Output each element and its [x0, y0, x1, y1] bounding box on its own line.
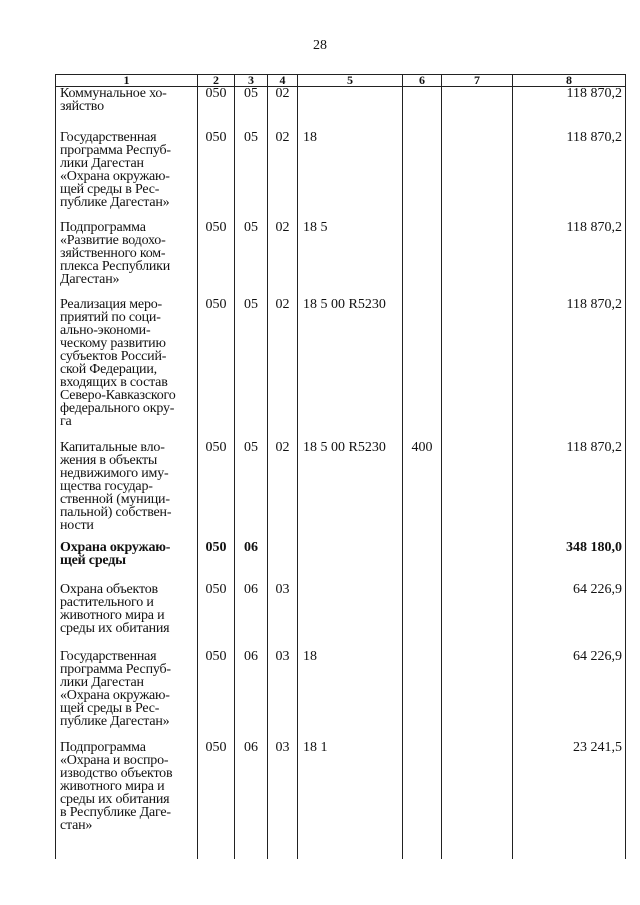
expense-type-cell	[403, 541, 442, 583]
target-item-cell: 18 5 00 R5230	[298, 298, 403, 441]
empty-cell	[442, 845, 513, 859]
empty-cell	[268, 845, 298, 859]
table-row	[56, 441, 626, 541]
target-item-cell: 18	[298, 131, 403, 221]
name-cell: Охрана окружаю- щей среды	[56, 541, 198, 583]
expense-type-cell	[403, 221, 442, 298]
table-row	[56, 298, 626, 441]
subsection-cell	[268, 541, 298, 583]
code-cell: 050	[198, 221, 235, 298]
table-row	[56, 650, 626, 741]
table-body	[56, 87, 626, 859]
empty-cell	[298, 845, 403, 859]
subsection-cell: 02	[268, 441, 298, 541]
budget-table	[55, 74, 626, 859]
subsection-cell: 03	[268, 583, 298, 650]
section-cell: 05	[235, 131, 268, 221]
expense-type-cell	[403, 583, 442, 650]
name-cell: Реализация меро- приятий по соци- ально-экономи- ческому развитию субъектов Россий- ской Федерации, входящих в состав Северо-Кавказского федерального окру- га	[56, 298, 198, 441]
empty-cell	[56, 845, 198, 859]
section-cell: 05	[235, 221, 268, 298]
target-item-cell	[298, 541, 403, 583]
budget-table-container	[55, 74, 625, 840]
code-cell: 050	[198, 441, 235, 541]
amount-cell: 64 226,9	[513, 583, 626, 650]
expense-type-cell	[403, 650, 442, 741]
section-cell: 06	[235, 741, 268, 845]
table-row	[56, 541, 626, 583]
col7-cell	[442, 583, 513, 650]
table-row	[56, 583, 626, 650]
col7-cell	[442, 298, 513, 441]
col7-cell	[442, 221, 513, 298]
header-cell: 1	[56, 75, 198, 87]
section-cell: 06	[235, 650, 268, 741]
code-cell: 050	[198, 131, 235, 221]
subsection-cell: 02	[268, 298, 298, 441]
page-number: 28	[313, 38, 327, 53]
amount-cell: 348 180,0	[513, 541, 626, 583]
target-item-cell	[298, 87, 403, 131]
header-cell: 4	[268, 75, 298, 87]
empty-cell	[235, 845, 268, 859]
section-cell: 06	[235, 541, 268, 583]
header-cell: 8	[513, 75, 626, 87]
table-row	[56, 221, 626, 298]
code-cell: 050	[198, 298, 235, 441]
target-item-cell	[298, 583, 403, 650]
col7-cell	[442, 441, 513, 541]
subsection-cell: 03	[268, 650, 298, 741]
amount-cell: 118 870,2	[513, 87, 626, 131]
empty-cell	[403, 845, 442, 859]
target-item-cell: 18	[298, 650, 403, 741]
col7-cell	[442, 87, 513, 131]
name-cell: Коммунальное хо- зяйство	[56, 87, 198, 131]
expense-type-cell	[403, 298, 442, 441]
header-cell: 5	[298, 75, 403, 87]
code-cell: 050	[198, 541, 235, 583]
col7-cell	[442, 741, 513, 845]
filler-row	[56, 845, 626, 859]
table-row	[56, 87, 626, 131]
section-cell: 05	[235, 441, 268, 541]
subsection-cell: 02	[268, 221, 298, 298]
section-cell: 06	[235, 583, 268, 650]
header-cell: 2	[198, 75, 235, 87]
amount-cell: 118 870,2	[513, 131, 626, 221]
empty-cell	[198, 845, 235, 859]
header-cell: 3	[235, 75, 268, 87]
header-row	[56, 75, 626, 87]
amount-cell: 23 241,5	[513, 741, 626, 845]
empty-cell	[513, 845, 626, 859]
target-item-cell: 18 5	[298, 221, 403, 298]
name-cell: Капитальные вло- жения в объекты недвижимого иму- щества государ- ственной (муници- пальной) собствен- ности	[56, 441, 198, 541]
header-cell: 6	[403, 75, 442, 87]
expense-type-cell: 400	[403, 441, 442, 541]
subsection-cell: 02	[268, 131, 298, 221]
col7-cell	[442, 131, 513, 221]
name-cell: Государственная программа Респуб- лики Дагестан «Охрана окружаю- щей среды в Рес- публике Дагестан»	[56, 650, 198, 741]
col7-cell	[442, 541, 513, 583]
name-cell: Подпрограмма «Охрана и воспро- изводство объектов животного мира и среды их обитания в Республике Даге- стан»	[56, 741, 198, 845]
code-cell: 050	[198, 583, 235, 650]
expense-type-cell	[403, 87, 442, 131]
code-cell: 050	[198, 741, 235, 845]
code-cell: 050	[198, 87, 235, 131]
expense-type-cell	[403, 741, 442, 845]
expense-type-cell	[403, 131, 442, 221]
code-cell: 050	[198, 650, 235, 741]
table-row	[56, 741, 626, 845]
target-item-cell: 18 5 00 R5230	[298, 441, 403, 541]
table-row	[56, 131, 626, 221]
subsection-cell: 03	[268, 741, 298, 845]
subsection-cell: 02	[268, 87, 298, 131]
amount-cell: 118 870,2	[513, 298, 626, 441]
section-cell: 05	[235, 298, 268, 441]
col7-cell	[442, 650, 513, 741]
amount-cell: 118 870,2	[513, 221, 626, 298]
amount-cell: 64 226,9	[513, 650, 626, 741]
name-cell: Подпрограмма «Развитие водохо- зяйственного ком- плекса Республики Дагестан»	[56, 221, 198, 298]
header-cell: 7	[442, 75, 513, 87]
name-cell: Охрана объектов растительного и животного мира и среды их обитания	[56, 583, 198, 650]
amount-cell: 118 870,2	[513, 441, 626, 541]
name-cell: Государственная программа Респуб- лики Дагестан «Охрана окружаю- щей среды в Рес- публике Дагестан»	[56, 131, 198, 221]
target-item-cell: 18 1	[298, 741, 403, 845]
section-cell: 05	[235, 87, 268, 131]
